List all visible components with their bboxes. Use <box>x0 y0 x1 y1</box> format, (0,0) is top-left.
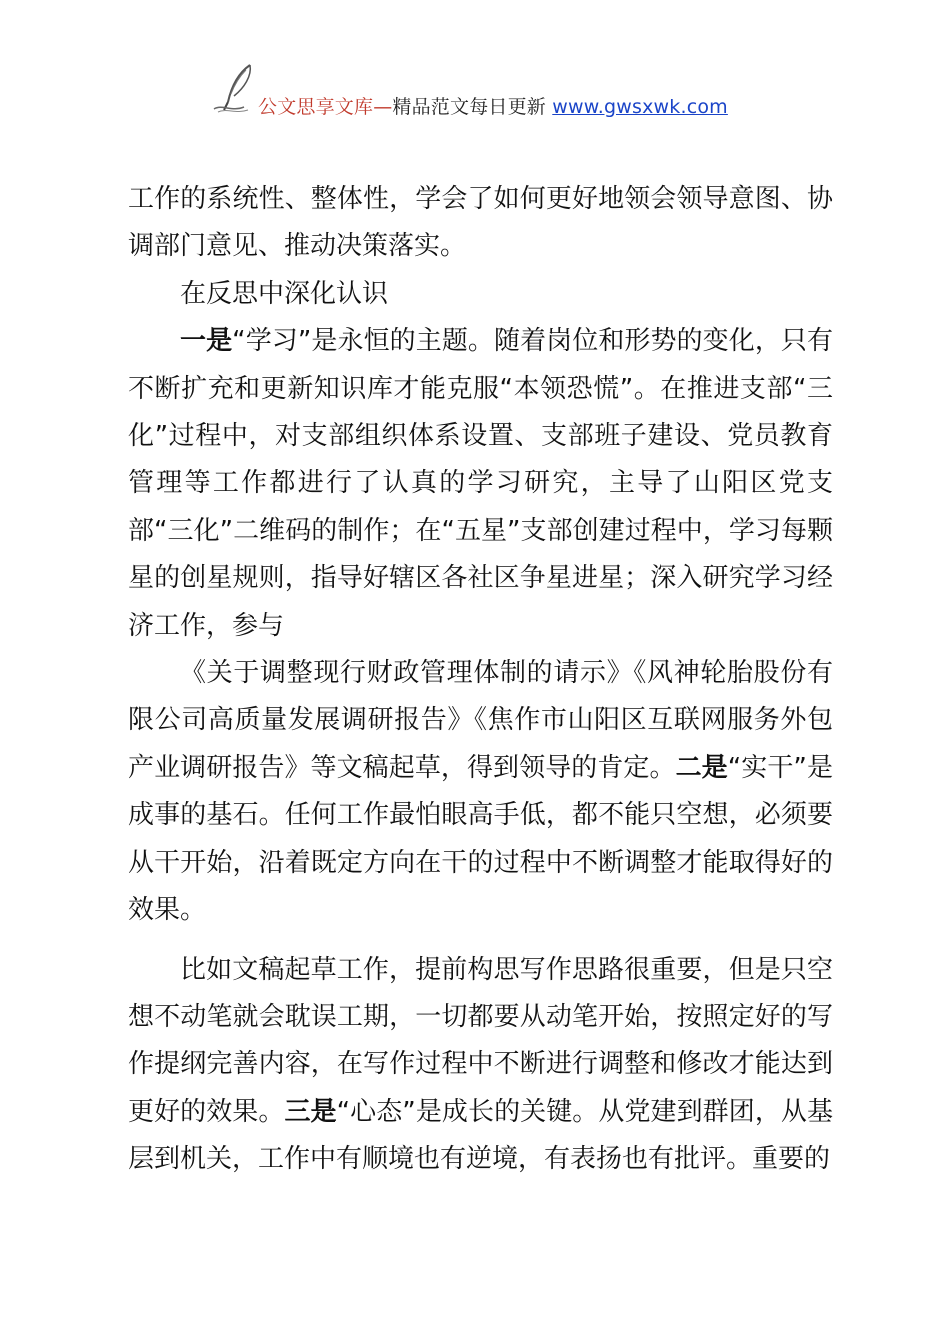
point-one-text: “学习”是永恒的主题。随着岗位和形势的变化，只有不断扩充和更新知识库才能克服“本领恐慌”。在推进支部“三化”过程中，对支部组织体系设置、支部班子建设、党员教育管理等工作都进行了认真的学习研究，主导了山阳区党支部“三化”二维码的制作；在“五星”支部创建过程中，学习每颗星的创星规则，指导好辖区各社区争星进星；深入研究学习经济工作，参与 <box>128 326 833 641</box>
paragraph-documents <box>128 650 833 934</box>
header-slogan: 精品范文每日更新 <box>392 96 547 118</box>
point-two-label: 二是 <box>675 752 728 783</box>
section-heading: 在反思中深化认识 <box>180 278 389 309</box>
brand-name: 公文思享文库 <box>258 96 374 118</box>
header-banner <box>258 92 728 119</box>
documents-text: 《关于调整现行财政管理体制的请示》《风神轮胎股份有限公司高质量发展调研报告》《焦作市山阳区互联网服务外包产业调研报告》等文稿起草，得到领导的肯定。 <box>128 658 833 783</box>
point-two-text: “实干”是成事的基石。任何工作最怕眼高手低，都不能只空想，必须要从干开始，沿着既定方向在干的过程中不断调整才能取得好的效果。 <box>128 752 833 926</box>
header-separator: — <box>373 96 393 118</box>
point-three-text: “心态”是成长的关键。从党建到群团，从基层到机关，工作中有顺境也有逆境，有表扬也有批评。重要的 <box>128 1096 833 1175</box>
paragraph-1: 工作的系统性、整体性，学会了如何更好地领会领导意图、协调部门意见、推动决策落实。 <box>128 184 833 262</box>
page-header <box>210 62 810 122</box>
document-body <box>128 176 833 1184</box>
quill-pen-icon <box>210 62 260 114</box>
site-link[interactable]: www.gwsxwk.com <box>552 96 728 118</box>
point-three-label: 三是 <box>284 1096 337 1127</box>
point-one-label: 一是 <box>180 326 233 357</box>
paragraph-learning <box>128 318 833 650</box>
paragraph-example <box>128 947 833 1184</box>
example-text: 比如文稿起草工作，提前构思写作思路很重要，但是只空想不动笔就会耽误工期，一切都要从动笔开始，按照定好的写作提纲完善内容，在写作过程中不断进行调整和修改才能达到更好的效果。 <box>128 954 833 1127</box>
